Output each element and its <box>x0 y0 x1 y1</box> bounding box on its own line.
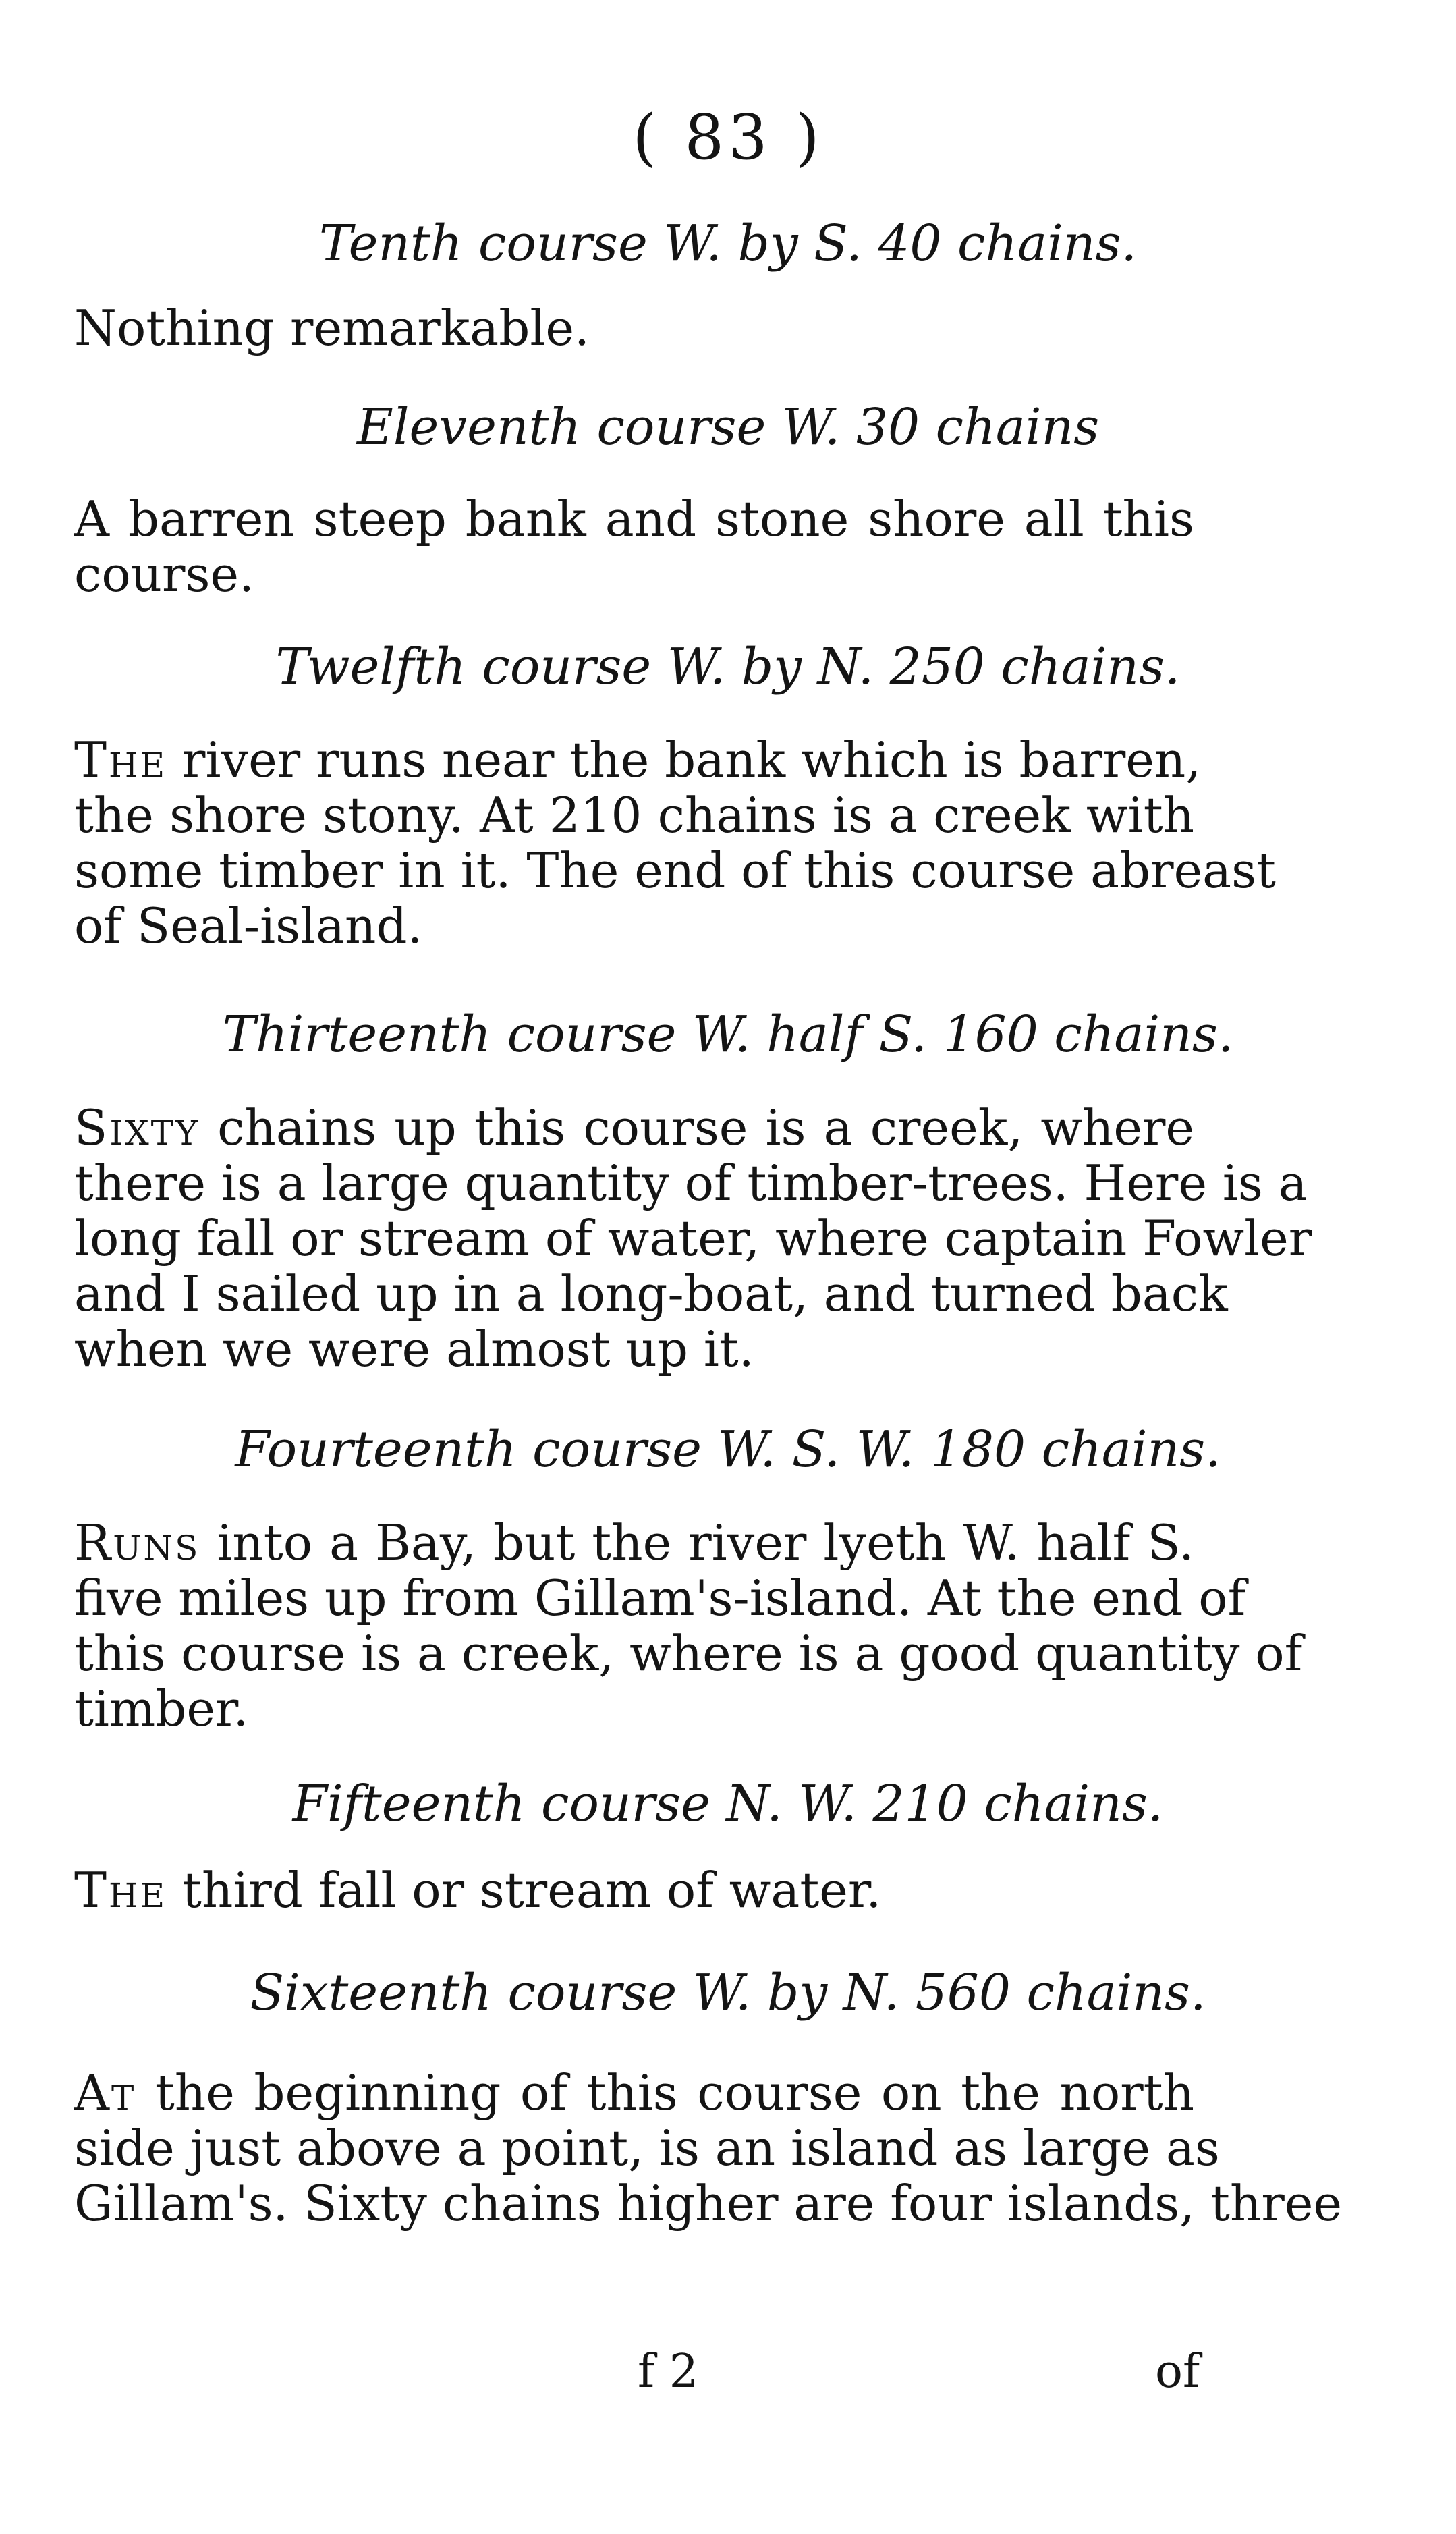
text-line <box>74 1100 1194 1155</box>
text-line: there is a large quantity of timber-trees. Here is a <box>74 1155 1308 1211</box>
text-line: and I sailed up in a long-boat, and turned back <box>74 1265 1228 1322</box>
line-remainder: the beginning of this course on the north <box>136 2064 1194 2121</box>
line-remainder: river runs near the bank which is barren, <box>167 732 1202 788</box>
text-line: this course is a creek, where is a good quantity of <box>74 1625 1303 1682</box>
section-heading-tenth: Tenth course W. by S. 40 chains. <box>318 215 1137 273</box>
text-line: side just above a point, is an island as large as <box>74 2120 1220 2176</box>
text-line <box>74 1863 1194 1918</box>
text-line: course. <box>74 546 254 603</box>
text-line <box>74 732 1202 788</box>
line-remainder: chains up this course is a creek, where <box>200 1099 1194 1156</box>
section-text-twelfth <box>74 732 1276 954</box>
lead-word: At <box>74 2064 136 2121</box>
line-remainder: into a Bay, but the river lyeth W. half S. <box>200 1514 1194 1571</box>
lead-word: Runs <box>74 1514 200 1571</box>
section-heading-fourteenth: Fourteenth course W. S. W. 180 chains. <box>235 1421 1221 1479</box>
section-text-thirteenth <box>74 1099 1312 1377</box>
section-heading-fifteenth: Fifteenth course N. W. 210 chains. <box>292 1775 1164 1833</box>
lead-word: The <box>74 1862 167 1919</box>
section-heading-eleventh: Eleventh course W. 30 chains <box>356 398 1100 456</box>
text-line: of Seal-island. <box>74 898 423 954</box>
section-text-fourteenth <box>74 1514 1303 1737</box>
section-heading-twelfth: Twelfth course W. by N. 250 chains. <box>275 638 1181 696</box>
text-line: some timber in it. The end of this course abreast <box>74 842 1276 899</box>
text-line: Gillam's. Sixty chains higher are four islands, three <box>74 2175 1342 2232</box>
text-line: when we were almost up it. <box>74 1321 754 1377</box>
section-heading-sixteenth: Sixteenth course W. by N. 560 chains. <box>250 1964 1206 2022</box>
text-line: five miles up from Gillam's-island. At the end of <box>74 1570 1246 1626</box>
section-text-eleventh <box>74 491 1194 602</box>
lead-word: Sixty <box>74 1099 200 1156</box>
text-line <box>74 1515 1194 1570</box>
text-line: timber. <box>74 1680 249 1737</box>
section-text-tenth <box>74 300 1194 356</box>
text-line: long fall or stream of water, where captain Fowler <box>74 1210 1312 1267</box>
text-line: the shore stony. At 210 chains is a creek with <box>74 787 1194 844</box>
text-line <box>74 2065 1194 2120</box>
text-line: Nothing remarkable. <box>74 300 590 356</box>
section-text-sixteenth <box>74 2064 1342 2232</box>
page-number: ( 83 ) <box>632 101 824 173</box>
section-heading-thirteenth: Thirteenth course W. half S. 160 chains. <box>222 1006 1234 1064</box>
section-text-fifteenth <box>74 1863 1194 1918</box>
lead-word: The <box>74 732 167 788</box>
text-line: A barren steep bank and stone shore all this <box>74 491 1194 547</box>
line-remainder: third fall or stream of water. <box>167 1862 882 1919</box>
signature-mark: f 2 <box>638 2345 699 2398</box>
catchword: of <box>1155 2345 1200 2398</box>
